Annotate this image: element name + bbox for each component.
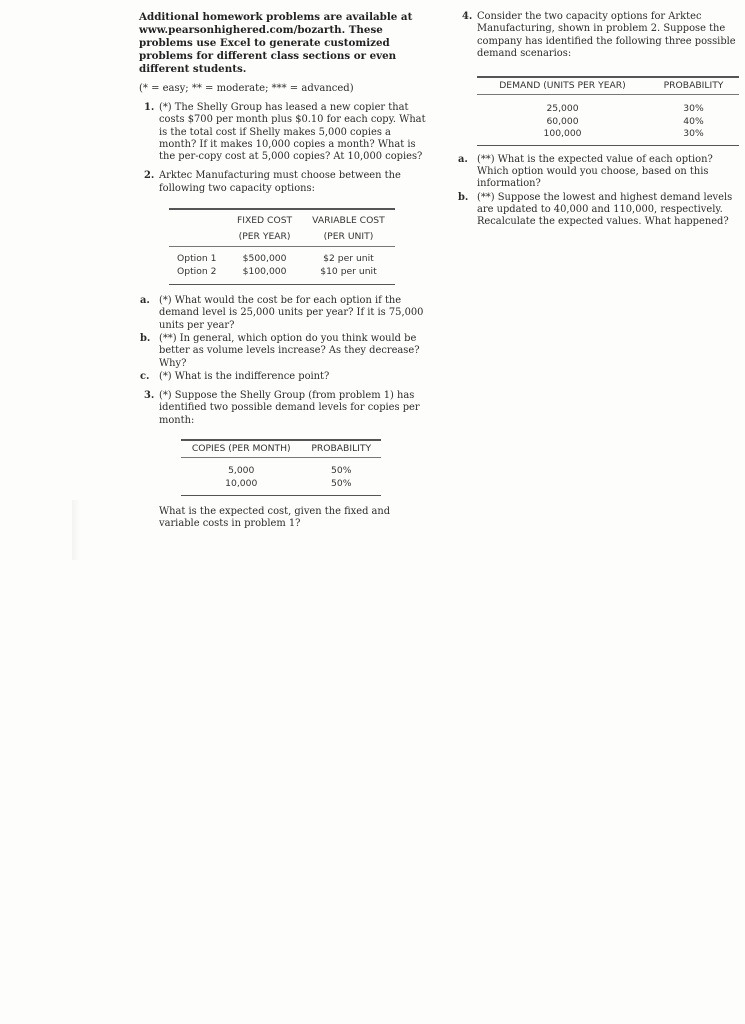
scan-shadow <box>72 500 80 560</box>
table-cell-probability: 50% <box>331 477 352 489</box>
subpart-text: (*) What would the cost be for each option if the demand level is 25,000 units per year? If it is 75,000 units per year? <box>159 295 424 331</box>
difficulty-key: (* = easy; ** = moderate; *** = advanced) <box>139 83 354 94</box>
table-cell-probability: 30% <box>683 128 704 140</box>
subpart-text: (**) What is the expected value of each option? Which option would you choose, based on this information? <box>477 153 713 190</box>
problem-text: Consider the two capacity options for Arktec Manufacturing, shown in problem 2. Suppose the company has identified the following three possible demand scenarios: <box>477 11 736 59</box>
table-row <box>169 247 395 266</box>
table-cell-fixed: $500,000 <box>242 253 287 265</box>
problem-1 <box>139 102 431 163</box>
table-cell-probability: 50% <box>331 465 352 477</box>
table-row <box>181 478 381 496</box>
subpart-2b <box>139 333 431 370</box>
table-cell-copies: 5,000 <box>228 465 255 477</box>
table-header <box>169 209 227 229</box>
problem-4 <box>457 11 743 60</box>
table-header-probability: PROBABILITY <box>648 77 739 95</box>
table-cell-option: Option 2 <box>177 265 217 277</box>
capacity-options-table <box>169 208 395 285</box>
subpart-label: b. <box>458 191 469 203</box>
table-cell-probability: 30% <box>683 103 704 115</box>
table-cell-variable: $2 per unit <box>323 253 374 265</box>
subpart-label: c. <box>140 370 150 382</box>
table-row <box>477 116 739 129</box>
table-header-copies: COPIES (PER MONTH) <box>181 440 301 458</box>
table-cell-copies: 10,000 <box>225 477 258 489</box>
copies-probability-table <box>181 439 381 496</box>
table-header-probability: PROBABILITY <box>301 440 381 458</box>
table-cell-variable: $10 per unit <box>320 265 377 277</box>
problem-2 <box>139 170 431 195</box>
table-header-fixed-cost: FIXED COST <box>236 215 293 227</box>
problem-number: 4. <box>462 11 473 22</box>
table-header-variable-cost-unit: (PER UNIT) <box>302 229 395 247</box>
subpart-label: b. <box>140 332 151 344</box>
problem-number: 2. <box>144 170 155 182</box>
table-cell-demand: 60,000 <box>546 115 579 127</box>
table-row <box>477 128 739 145</box>
subpart-text: (**) Suppose the lowest and highest demand levels are updated to 40,000 and 110,000, respectively. Recalculate the expected values. What happened? <box>477 191 733 228</box>
subpart-text: (**) In general, which option do you think would be better as volume levels increase? As they decrease? Why? <box>159 332 420 369</box>
problem-3-question: What is the expected cost, given the fixed and variable costs in problem 1? <box>159 506 391 530</box>
table-header-fixed-cost-unit: (PER YEAR) <box>227 229 302 247</box>
intro-text: Additional homework problems are available at www.pearsonhighered.com/bozarth. These problems use Excel to generate customized problems for different class sections or even different students. <box>139 11 413 75</box>
table-cell-fixed: $100,000 <box>242 265 287 277</box>
table-row <box>169 266 395 285</box>
subpart-4b <box>457 192 743 229</box>
subpart-text: (*) What is the indifference point? <box>159 370 330 382</box>
demand-scenarios-table <box>477 76 739 146</box>
problem-number: 3. <box>144 390 155 402</box>
table-header-variable-cost: VARIABLE COST <box>312 215 385 227</box>
subpart-2c <box>139 371 431 383</box>
problem-number: 1. <box>144 102 155 113</box>
subpart-label: a. <box>140 295 150 307</box>
subpart-2a <box>139 295 431 332</box>
problem-text: (*) Suppose the Shelly Group (from problem 1) has identified two possible demand levels for copies per month: <box>159 390 420 426</box>
problem-text: Arktec Manufacturing must choose between the following two capacity options: <box>159 170 401 194</box>
table-header <box>169 229 227 247</box>
table-cell-demand: 100,000 <box>543 128 582 140</box>
problem-text: (*) The Shelly Group has leased a new copier that costs $700 per month plus $0.10 for each copy. What is the total cost if Shelly makes 5,000 copies a month? If it makes 10,000 copies a month? What is the per-copy cost at 5,000 copies? At 10,000 copies? <box>159 102 426 163</box>
table-cell-option: Option 1 <box>177 253 217 265</box>
problem-3 <box>139 390 431 427</box>
table-cell-demand: 25,000 <box>546 103 579 115</box>
left-column <box>139 11 431 531</box>
table-row <box>181 458 381 478</box>
subpart-4a <box>457 154 743 191</box>
table-header-demand: DEMAND (UNITS PER YEAR) <box>477 77 648 95</box>
subpart-label: a. <box>458 153 468 165</box>
right-column <box>457 11 743 228</box>
table-cell-probability: 40% <box>683 115 704 127</box>
table-row <box>477 95 739 116</box>
